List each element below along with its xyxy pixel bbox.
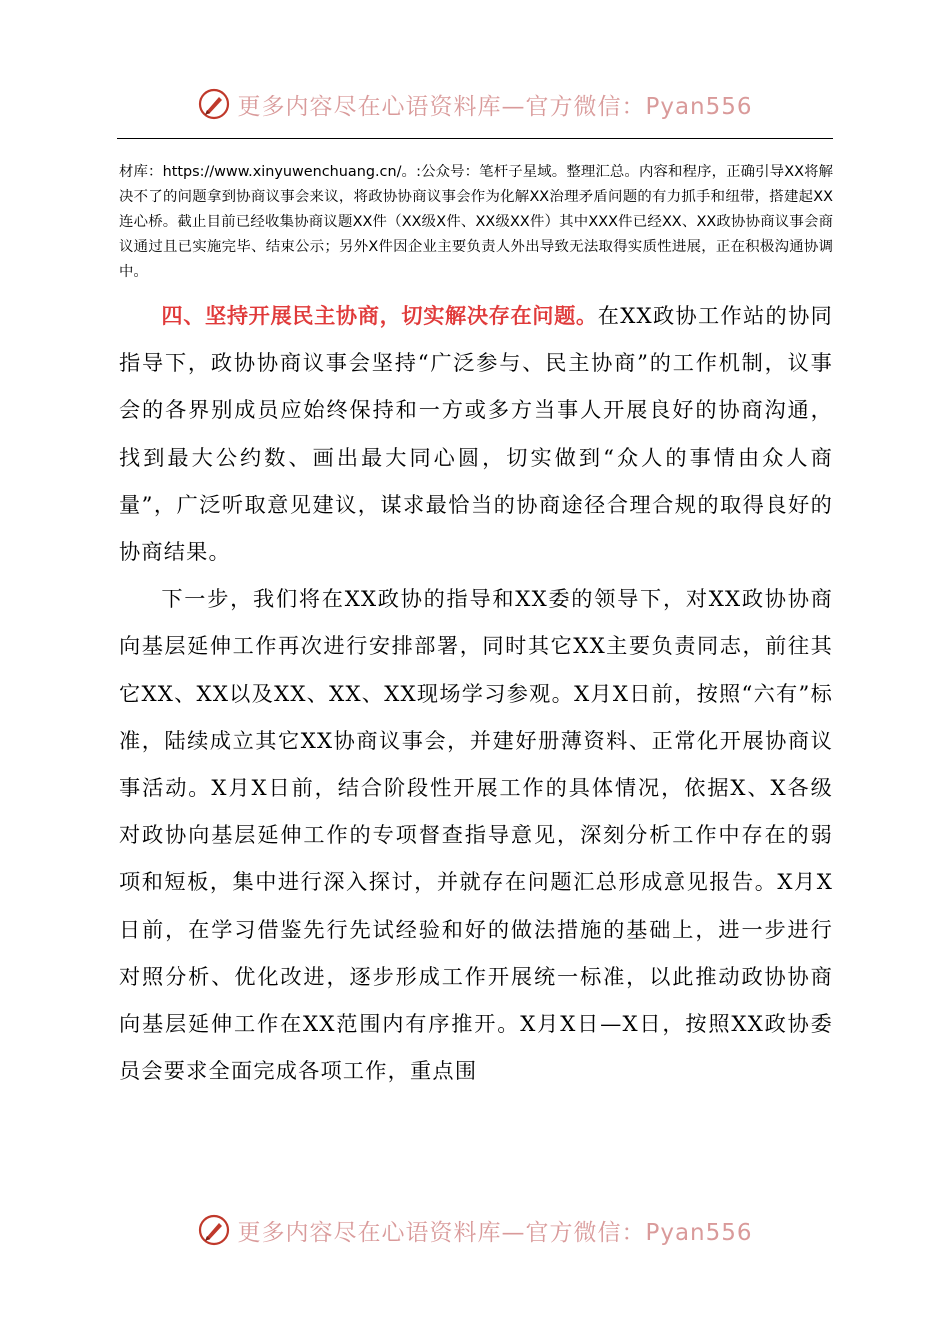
next-steps-paragraph: 下一步，我们将在XX政协的指导和XX委的领导下，对XX政协协商向基层延伸工作再次进行安排部署，同时其它XX主要负责同志，前往其它XX、XX以及XX、XX、XX现场学习参观。X月X日前，按照“六有”标准，陆续成立其它XX协商议事会，并建好册薄资料、正常化开展协商议事活动。X月X日前，结合阶段性开展工作的具体情况，依据X、X各级对政协向基层延伸工作的专项督查指导意见，深刻分析工作中存在的弱项和短板，集中进行深入探讨，并就存在问题汇总形成意见报告。X月X日前，在学习借鉴先行先试经验和好的做法措施的基础上，进一步进行对照分析、优化改进，逐步形成工作开展统一标准，以此推动政协协商向基层延伸工作在XX范围内有序推开。X月X日—X日，按照XX政协委员会要求全面完成各项工作，重点围 bbox=[119, 586, 833, 1084]
footer-watermark bbox=[0, 1208, 950, 1252]
section-4-paragraph bbox=[119, 292, 833, 575]
pen-logo-icon bbox=[197, 1213, 231, 1247]
section-4-heading: 四、坚持开展民主协商，切实解决存在问题。 bbox=[161, 303, 598, 328]
footer-watermark-text: 更多内容尽在心语资料库—官方微信：Pyan556 bbox=[237, 1219, 753, 1246]
header-watermark-text: 更多内容尽在心语资料库—官方微信：Pyan556 bbox=[237, 93, 753, 120]
header-divider bbox=[117, 138, 833, 139]
intro-paragraph: 材库：https://www.xinyuwenchuang.cn/。:公众号：笔杆子星域。整理汇总。内容和程序，正确引导XX将解决不了的问题拿到协商议事会来议，将政协协商议事会作为化解XX治理矛盾问题的有力抓手和纽带，搭建起XX连心桥。截止目前已经收集协商议题XX件（XX级X件、XX级XX件）其中XXX件已经XX、XX政协协商议事会商议通过且已实施完毕、结束公示；另外X件因企业主要负责人外出导致无法取得实质性进展，正在积极沟通协调中。 bbox=[119, 164, 833, 280]
document-body bbox=[119, 292, 833, 1094]
pen-logo-icon bbox=[197, 87, 231, 121]
section-4-body: 在XX政协工作站的协同指导下，政协协商议事会坚持“广泛参与、民主协商”的工作机制，议事会的各界别成员应始终保持和一方或多方当事人开展良好的协商沟通，找到最大公约数、画出最大同心圆，切实做到“众人的事情由众人商量”，广泛听取意见建议，谋求最恰当的协商途径合理合规的取得良好的协商结果。 bbox=[119, 303, 833, 565]
header-watermark bbox=[0, 82, 950, 126]
